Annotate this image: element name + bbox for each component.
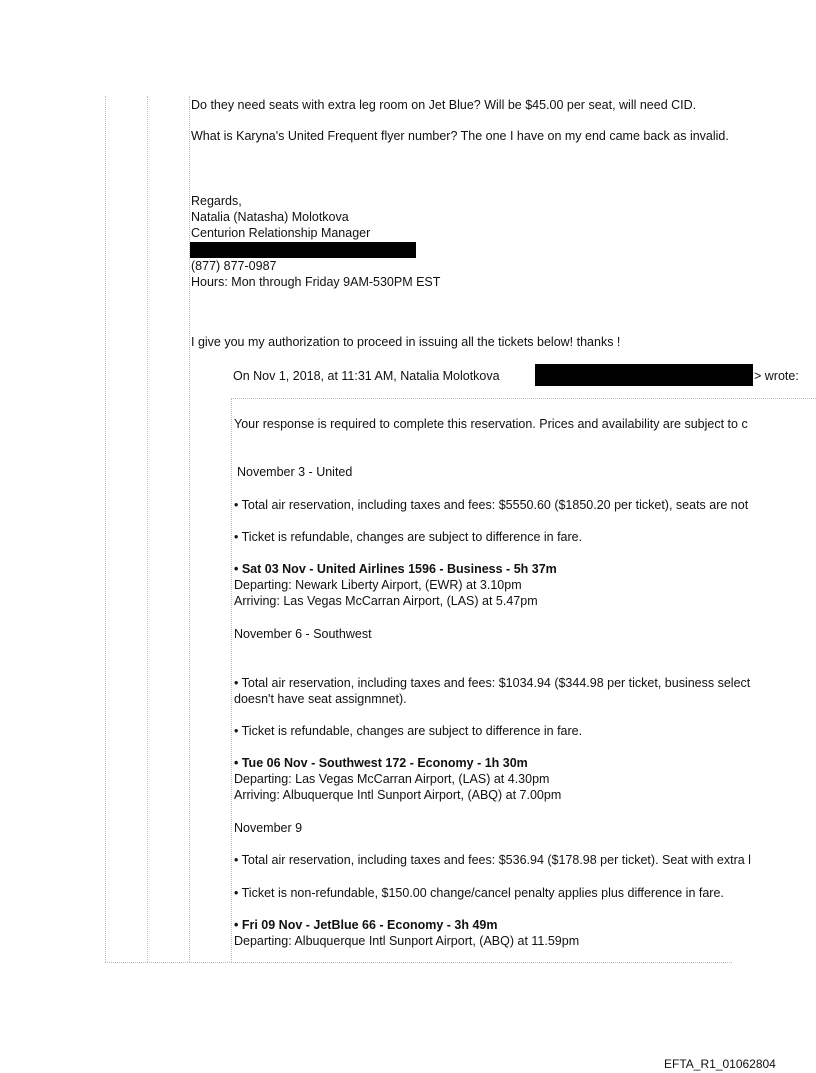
quote-border-top: [231, 398, 816, 399]
redaction-bar: [535, 364, 753, 386]
segment-refund: • Ticket is refundable, changes are subject to difference in fare.: [234, 530, 583, 544]
segment-heading: November 3 - United: [237, 465, 353, 479]
quote-header-prefix: On Nov 1, 2018, at 11:31 AM, Natalia Molotkova: [233, 369, 500, 383]
authorization-message: I give you my authorization to proceed in issuing all the tickets below! thanks !: [191, 335, 621, 349]
segment-total: • Total air reservation, including taxes and fees: $5550.60 ($1850.20 per ticket), seats are not: [234, 498, 749, 512]
segment-arriving: Arriving: Las Vegas McCarran Airport, (LAS) at 5.47pm: [234, 594, 538, 608]
segment-refund: • Ticket is refundable, changes are subject to difference in fare.: [234, 724, 583, 738]
signature-regards: Regards,: [191, 194, 242, 208]
table-border-bottom: [105, 962, 732, 963]
segment-flight: • Sat 03 Nov - United Airlines 1596 - Business - 5h 37m: [234, 562, 557, 576]
segment-heading: November 6 - Southwest: [234, 627, 372, 641]
quote-header-suffix: > wrote:: [754, 369, 799, 383]
segment-departing: Departing: Albuquerque Intl Sunport Airport, (ABQ) at 11.59pm: [234, 934, 580, 948]
signature-phone: (877) 877-0987: [191, 259, 277, 273]
segment-heading: November 9: [234, 821, 303, 835]
segment-flight: • Fri 09 Nov - JetBlue 66 - Economy - 3h 49m: [234, 918, 498, 932]
table-border-col2: [147, 96, 148, 962]
segment-arriving: Arriving: Albuquerque Intl Sunport Airport, (ABQ) at 7.00pm: [234, 788, 562, 802]
segment-refund: • Ticket is non-refundable, $150.00 change/cancel penalty applies plus difference in fare.: [234, 886, 724, 900]
segment-departing: Departing: Newark Liberty Airport, (EWR) at 3.10pm: [234, 578, 522, 592]
segment-departing: Departing: Las Vegas McCarran Airport, (LAS) at 4.30pm: [234, 772, 550, 786]
signature-name: Natalia (Natasha) Molotkova: [191, 210, 349, 224]
document-id: EFTA_R1_01062804: [664, 1057, 776, 1071]
question-frequent-flyer: What is Karyna's United Frequent flyer number? The one I have on my end came back as invalid.: [191, 129, 729, 143]
question-extra-legroom: Do they need seats with extra leg room on Jet Blue? Will be $45.00 per seat, will need CID.: [191, 98, 697, 112]
segment-total: • Total air reservation, including taxes and fees: $536.94 ($178.98 per ticket). Seat with extra l: [234, 853, 751, 867]
quote-border-left: [231, 398, 232, 962]
signature-title: Centurion Relationship Manager: [191, 226, 371, 240]
redaction-bar: [190, 242, 416, 258]
segment-flight: • Tue 06 Nov - Southwest 172 - Economy - 1h 30m: [234, 756, 528, 770]
segment-total-cont: doesn't have seat assignmnet).: [234, 692, 407, 706]
table-border-col3: [189, 96, 190, 962]
signature-hours: Hours: Mon through Friday 9AM-530PM EST: [191, 275, 441, 289]
segment-total: • Total air reservation, including taxes and fees: $1034.94 ($344.98 per ticket, business select: [234, 676, 751, 690]
table-border-left: [105, 96, 106, 962]
response-required-text: Your response is required to complete this reservation. Prices and availability are subject to c: [234, 417, 748, 431]
